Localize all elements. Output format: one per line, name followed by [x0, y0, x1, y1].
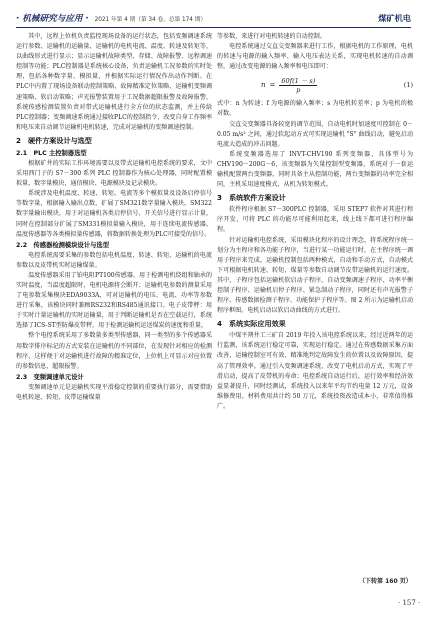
paragraph: 电控系统需要采集的参数包括电机温度、转速、转矩、运输机的电流参数以及皮带机实时运输煤量。	[16, 251, 212, 269]
journal-title: · 机械研究与应用 ·	[16, 14, 89, 24]
paragraph: 软件程序根据 S7－300PLC 控制器，采用 STEP7 软件对其进行程序开发，可将 PLC 的功能尽可能利用起来，线上线下都可进行程序编程。	[217, 206, 413, 234]
paragraph: 整个电控系统采用了多数量多类型传感器，同一类型的多个传感器采用数字排序标记的方式安装在运输机的不同部位，在发现针对相应的检测程序，这样便于对运输机进行故障的精准定位，上位机上可显示对应位置的参数信息，超限报警。	[16, 332, 212, 370]
section-heading: 3 系统软件方案设计	[217, 193, 286, 203]
equation-denominator: p	[296, 85, 301, 94]
left-column	[16, 32, 212, 403]
paragraph: 其中，远程上位机负责监控现场设备的运行状态，包括变频调速系统运行参数、运输机的运输量、运输机的电机电流、温度、转速及转矩等，以曲线形式进行显示；显示运输机故障类型、存储、故障报警、远程调速控制等功能；PLC控制器是系统核心设备，负责运输机工况参数的实时处理，包括各种数字量、模拟量，并根据实际运行情况作出动作判断。在PLC中内置了现场设备联动控制策略、故障精准定位策略、运输机变频调速策略、软启动策略；声光报警装置用于工况数据超限报警及故障报警，系统传感检测装置负责对带式运输机进行全方位的状态监测，并上传给PLC控制器；变频调速系统通过接收PLC的控制指令，改变自身工作频率和电压来自动调节运输机电机转速，完成对运输机的变频调速控制。	[16, 33, 212, 131]
column-name: 煤矿机电	[378, 13, 411, 23]
right-column	[217, 32, 413, 412]
paragraph: 交直交变频器具备较宽的调节范围，自动电机时加速度可控制在 0－0.05 m/s² 之间，通过软起动方式可实现运输机 "S" 曲线启动，避免启动电流大造成的冲击问题。	[217, 120, 413, 148]
paragraph: 温度传感器采用了铂电阻PT100传感器，用于检测电机绕组和轴承的实时温度，当温度超限时，电机电源将会断开；运输机电参数的测量采用了电参数采集模块EDA9033A，可对运输机的电压、电流、功率等参数进行采集，该模块同时兼顾RS232和RS485通讯接口。电子皮带秤：用于实时计量运输机的实时运输量，用于判断运输机是否在空载运行，系统选择了ICS-ST型防爆皮带秤，用于检测运输机运送煤炭的速度和重量。	[16, 271, 212, 330]
issue-info: 2021 年第 4 期（第 34 卷，总第 174 期）	[94, 17, 207, 23]
page-number: · 157 ·	[398, 599, 421, 607]
equation-fraction	[279, 77, 317, 94]
paragraph: 电控系统通过交直交变频器来进行工作，根据电机的工作原理，电机的转速与电源的输入频率、输入电压表达关系，实现电机转速的自动调整，通过改变电源的输入频率和电压即可：	[217, 43, 413, 71]
subsection-heading: 2.2 传感器检测模块设计与选型	[16, 241, 110, 249]
equation-number: (1)	[403, 81, 413, 90]
equation-lhs: n	[261, 81, 266, 90]
header-rule	[16, 27, 411, 28]
paragraph: 式中：n 为转速；f 为电源的输入频率；s 为电机转差率；p 为电机的极对数。	[217, 100, 413, 118]
paragraph: 系统变频器选用了 INVT-CHV190 系列变频器，具体型号为 CHV190－200G－6，该变频器为矢量控制型变频器，系统对于一套运输机配置两台变频器，同时具备主从控制功能，两台变频器的功率完全相同，主机采用速度模式，从机为转矩模式。	[217, 150, 413, 189]
section-heading: 2 硬件方案设计与选型	[16, 135, 92, 145]
subsection-heading: 2.3 变频调速单元设计	[16, 373, 84, 381]
subsection-heading: 2.1 PLC 主控制器选型	[16, 149, 87, 157]
paragraph: 中煤平朔井工三矿自 2019 年投入该电控系统以来，经过近两年的运行监测，该系统运行稳定可靠，实现运行稳定。通过在传感数据采集方面改善，运输控制室可有效、精准地判定故障发生的位置以及故障原因，提高了管理效率。通过引入变频调速系统，改变了电机启动方式，实现了平滑启动，提高了皮带机的寿命；电控系统自动运行后，运行效率和经济效益显著提升，同时经测试，系统投入以来年平均节约电量 12 万元，设备维修费用、材料费用共计约 50 万元，系统投资改造成本小，非常值得推广。	[217, 332, 413, 410]
equation-1	[217, 73, 413, 97]
equation-numerator: 60f(1 － s)	[281, 76, 316, 85]
paragraph: 变频调速单元是运输机实现平滑稳定控制的重要执行部分，需要借助电机转速、转矩、皮带运输煤量	[16, 383, 212, 401]
paragraph: 系统涉及电机温度、转速、转矩、电流等多个模拟量及设备启停信号等数字量，根据输入输出点数，扩展了SM321数字量输入模块，SM322数字量输出模块，用于对运输机各类启停信号、开关信号进行显示计量，同时在控制部分扩展了SM331模拟量输入模块，用于连续电流传感器、温度传感器等各类模拟量传感器，将数据转换处理为PLC可接受的信号。	[16, 190, 212, 238]
continued-note: （下转第 160 页）	[359, 578, 412, 585]
section-heading: 4 系统实际应用效果	[217, 319, 286, 329]
paragraph: 针对运输机电控系统，采用模块化程序的设计理念，将系统程序统一划分为主程序和各功能子程序，当进行某一功能运行时，在主程序统一调用子程序来完成。运输机控制包括两种模式，自动和手动方式，自动模式下可根据电机转速、转矩、煤量等参数自动调节皮带运输机的运行速度。其中，子程序包括运输机软启动子程序、自动变频调速子程序、功率平衡控制子程序、运输机启停子程序、紧急制动子程序，同时还有声光报警子程序、传感数据检测子程序、功能保护子程序等。图 2 所示为运输机启动程序框图。电机启动以软启动曲线的方式进行。	[217, 236, 413, 315]
running-header	[16, 8, 411, 24]
equals-sign: =	[269, 81, 276, 90]
paragraph: 根据矿井的实际工作环境需要以及带式运输机电控系统的要求，文中采用西门子的 S7－300 系列 PLC 控制器作为核心处理器，同时配置模拟量、数字量模块，通信模块、电源模块及记录模块。	[16, 159, 212, 188]
paragraph: 等参数，来进行对电机转速的自动控制。	[217, 33, 326, 40]
